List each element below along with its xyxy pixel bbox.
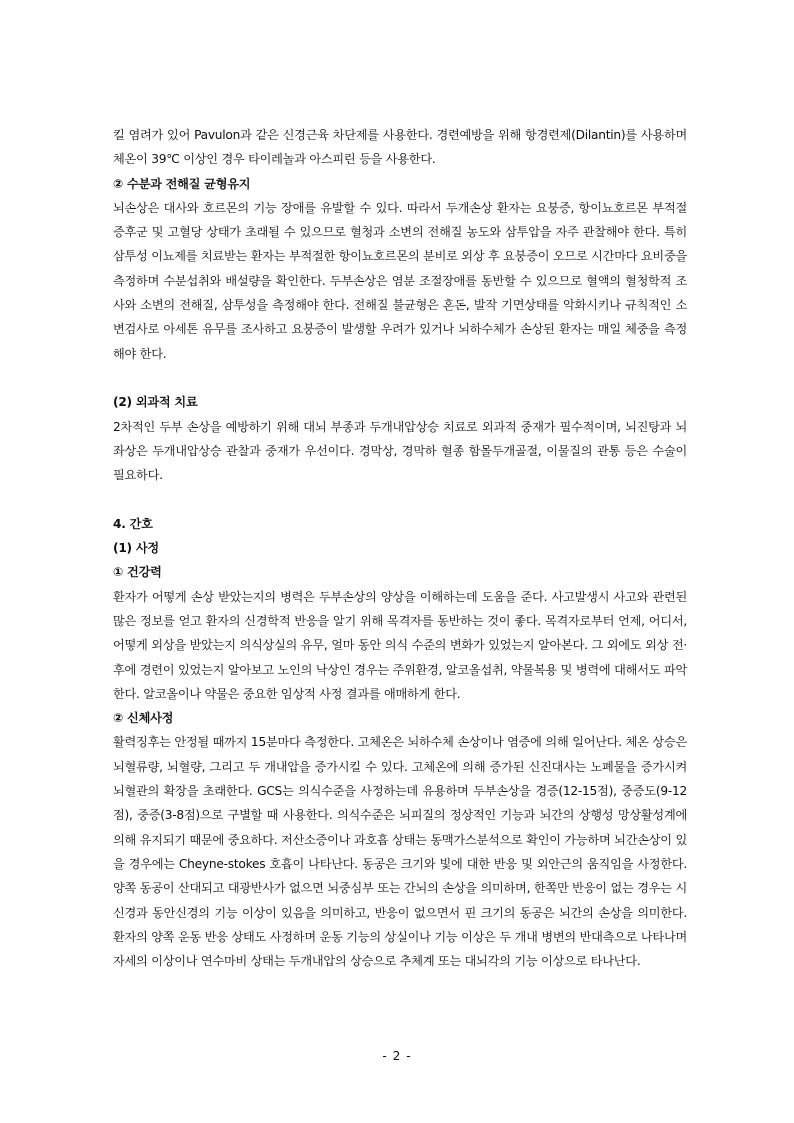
paragraph-fluid-electrolyte: 뇌손상은 대사와 호르몬의 기능 장애를 유발할 수 있다. 따라서 두개손상 환자는 요붕증, 항이뇨호르몬 부적절 증후군 및 고혈당 상태가 초래될 수 있으므로 혈청과 소변의 전해질 농도와 삼투압을 자주 관찰해야 한다. 특히 삼투성 이뇨제를 치료받는 환자는 부적절한 항이뇨호르몬의 분비로 외상 후 요붕증이 오므로 시간마다 요비중을 측정하며 수분섭취와 배설량을 확인한다. 두부손상은 염분 조절장애를 동반할 수 있으므로 혈액의 혈청학적 조사와 소변의 전해질, 삼투성을 측정해야 한다. 전해질 불균형은 혼돈, 발작 기면상태를 악화시키나 규칙적인 소변검사로 아세톤 유무를 조사하고 요붕증이 발생할 우려가 있거나 뇌하수체가 손상된 환자는 매일 체중을 측정해야 한다.: [113, 200, 687, 361]
heading-assessment: (1) 사정: [113, 541, 159, 556]
paragraph-neuromuscular-blockers: 킬 염려가 있어 Pavulon과 같은 신경근육 차단제를 사용한다. 경련예방을 위해 항경련제(Dilantin)를 사용하며 체온이 39℃ 이상인 경우 타이레놀과 아스피린 등을 사용한다.: [113, 128, 687, 167]
heading-health-history: ① 건강력: [113, 565, 162, 580]
page-body: [113, 123, 687, 973]
heading-nursing: 4. 간호: [113, 516, 153, 531]
paragraph-physical-assessment: 활력징후는 안정될 때까지 15분마다 측정한다. 고체온은 뇌하수체 손상이나 염증에 의해 일어난다. 체온 상승은 뇌혈류량, 뇌혈량, 그리고 두 개내압을 증가시킬 수 있다. 고체온에 의해 증가된 신진대사는 노폐물을 증가시켜 뇌혈관의 확장을 초래한다. GCS는 의식수준을 사정하는데 유용하며 두부손상을 경증(12-15점), 중증도(9-12점), 중증(3-8점)으로 구별할 때 사용한다. 의식수준은 뇌피질의 정상적인 기능과 뇌간의 상행성 망상활성계에 의해 유지되기 때문에 중요하다. 저산소증이나 과호흡 상태는 동맥가스분석으로 확인이 가능하며 뇌간손상이 있을 경우에는 Cheyne-stokes 호흡이 나타난다. 동공은 크기와 빛에 대한 반응 및 외안근의 움직임을 사정한다. 양쪽 동공이 산대되고 대광반사가 없으면 뇌중심부 또는 간뇌의 손상을 의미하며, 한쪽만 반응이 없는 경우는 시신경과 동안신경의 기능 이상이 있음을 의미하고, 반응이 없으면서 핀 크기의 동공은 뇌간의 손상을 의미한다. 환자의 양쪽 운동 반응 상태도 사정하며 운동 기능의 상실이나 기능 이상은 두 개내 병변의 반대측으로 나타나며 자세의 이상이나 연수마비 상태는 두개내압의 상승으로 추체계 또는 대뇌각의 기능 이상으로 타나난다.: [113, 735, 687, 969]
paragraph-surgical-treatment: 2차적인 두부 손상을 예방하기 위해 대뇌 부종과 두개내압상승 치료로 외과적 중재가 필수적이며, 뇌진탕과 뇌좌상은 두개내압상승 관찰과 중재가 우선이다. 경막상, 경막하 혈종 함몰두개골절, 이물질의 관통 등은 수술이 필요하다.: [113, 419, 687, 483]
page-number: - 2 -: [382, 1049, 412, 1063]
heading-surgical-treatment: (2) 외과적 치료: [113, 395, 198, 410]
paragraph-health-history: 환자가 어떻게 손상 받았는지의 병력은 두부손상의 양상을 이해하는데 도움을 준다. 사고발생시 사고와 관련된 많은 정보를 얻고 환자의 신경학적 반응을 알기 위해 목격자를 동반하는 것이 좋다. 목격자로부터 언제, 어디서, 어떻게 외상을 받았는지 의식상실의 유무, 얼마 동안 의식 수준의 변화가 있었는지 알아본다. 그 외에도 외상 전·후에 경련이 있었는지 알아보고 노인의 낙상인 경우는 주위환경, 알코올섭취, 약물복용 및 병력에 대해서도 파악한다. 알코올이나 약물은 중요한 임상적 사정 결과를 애매하게 한다.: [113, 589, 687, 701]
spacer: [113, 366, 687, 390]
heading-fluid-electrolyte: ② 수분과 전해질 균형유지: [113, 176, 251, 191]
spacer: [113, 487, 687, 511]
heading-physical-assessment: ② 신체사정: [113, 711, 174, 726]
